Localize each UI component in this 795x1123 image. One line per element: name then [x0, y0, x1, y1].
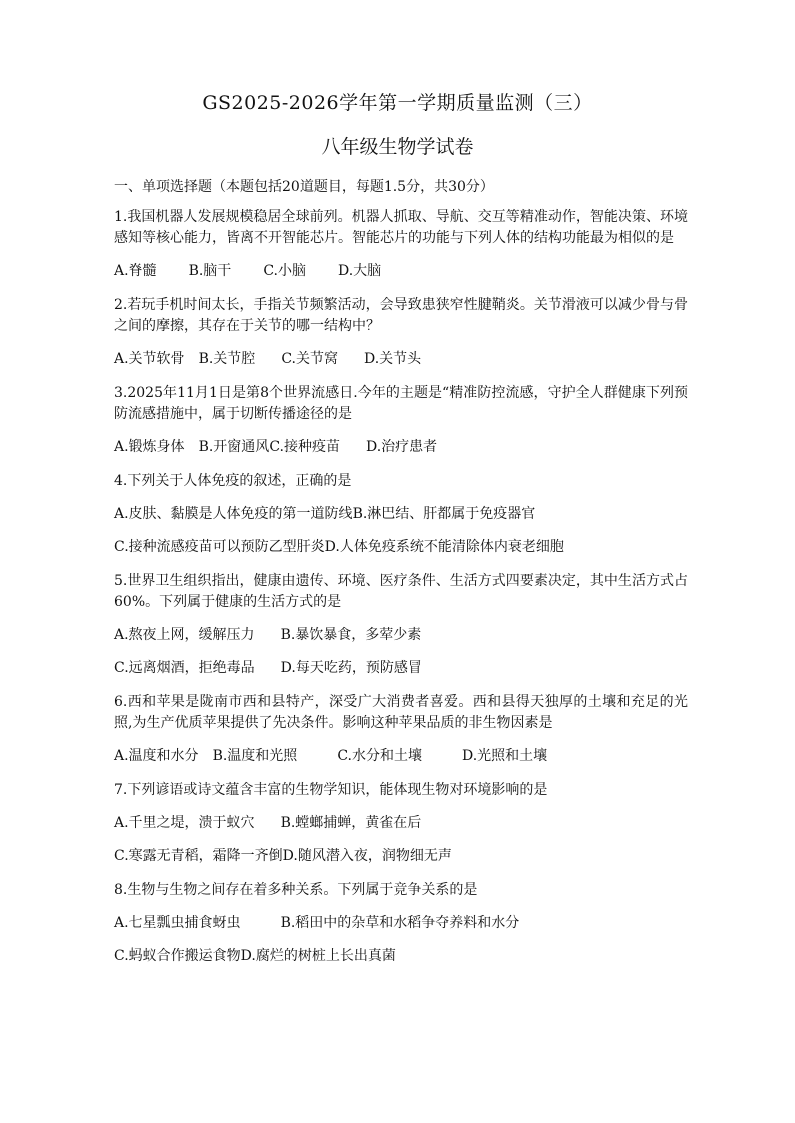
question-stem: 7.下列谚语或诗文蕴含丰富的生物学知识，能体现生物对环境影响的是 — [114, 782, 548, 798]
question-5 — [114, 571, 688, 679]
option-row — [114, 437, 688, 458]
option-c: C.接种疫苗 — [269, 439, 340, 455]
option-d: D.关节头 — [363, 351, 422, 367]
option-row — [114, 504, 688, 525]
option-b: B.螳螂捕蝉，黄雀在后 — [280, 815, 422, 831]
option-d: D.光照和土壤 — [461, 748, 548, 764]
question-1 — [114, 207, 688, 282]
option-d: D.每天吃药，预防感冒 — [280, 660, 422, 676]
question-stem: 1.我国机器人发展规模稳居全球前列。机器人抓取、导航、交互等精准动作，智能决策、环境感知等核心能力，皆离不开智能芯片。智能芯片的功能与下列人体的结构功能最为相似的是 — [114, 209, 688, 246]
option-row — [114, 658, 688, 679]
option-row — [114, 746, 688, 767]
option-a: A.脊髓 — [114, 263, 157, 279]
option-row — [114, 846, 688, 867]
question-stem: 3.2025年11月1日是第8个世界流感日.今年的主题是“精准防控流感，守护全人群健康下列预防流感措施中，属于切断传播途径的是 — [114, 385, 688, 422]
question-6 — [114, 692, 688, 767]
option-c: C.远离烟酒，拒绝毒品 — [114, 660, 255, 676]
exam-subtitle: 八年级生物学试卷 — [321, 136, 474, 158]
question-stem: 4.下列关于人体免疫的叙述，正确的是 — [114, 473, 352, 489]
question-stem: 2.若玩手机时间太长，手指关节频繁活动，会导致患狭窄性腱鞘炎。关节滑液可以减少骨与骨之间的摩擦，其存在于关节的哪一结构中？ — [114, 297, 688, 334]
question-stem: 8.生物与生物之间存在着多种关系。下列属于竞争关系的是 — [114, 882, 478, 898]
option-row — [114, 813, 688, 834]
option-c: C.小脑 — [263, 263, 306, 279]
question-stem: 5.世界卫生组织指出，健康由遗传、环境、医疗条件、生活方式四要素决定，其中生活方式占60%。下列属于健康的生活方式的是 — [114, 573, 688, 610]
option-row — [114, 537, 688, 558]
option-b: B.淋巴结、肝都属于免疫器官 — [352, 506, 536, 522]
question-stem: 6.西和苹果是陇南市西和县特产，深受广大消费者喜爱。西和县得天独厚的土壤和充足的光照,为生产优质苹果提供了先决条件。影响这种苹果品质的非生物因素是 — [114, 694, 688, 731]
option-b: B.温度和光照 — [212, 748, 298, 764]
option-c: C.接种流感疫苗可以预防乙型肝炎 — [114, 539, 325, 555]
option-a: A.熬夜上网，缓解压力 — [114, 627, 255, 643]
option-b: B.关节腔 — [198, 351, 256, 367]
option-d: D.腐烂的树桩上长出真菌 — [240, 948, 396, 964]
question-7 — [114, 780, 688, 867]
option-d: D.人体免疫系统不能清除体内衰老细胞 — [324, 539, 564, 555]
option-a: A.七星瓢虫捕食蚜虫 — [114, 915, 241, 931]
option-b: B.脑干 — [188, 263, 232, 279]
option-d: D.随风潜入夜，润物细无声 — [282, 848, 452, 864]
option-row — [114, 946, 688, 967]
option-a: A.温度和水分 — [114, 748, 199, 764]
option-b: B.开窗通风 — [198, 439, 270, 455]
option-d: D.大脑 — [337, 263, 382, 279]
option-d: D.治疗患者 — [365, 439, 438, 455]
question-3 — [114, 383, 688, 458]
exam-title: GS2025-2026学年第一学期质量监测（三） — [202, 92, 593, 114]
option-b: B.暴饮暴食，多荤少素 — [280, 627, 422, 643]
option-a: A.千里之堤，溃于蚁穴 — [114, 815, 255, 831]
option-a: A.关节软骨 — [114, 351, 185, 367]
option-c: C.水分和土壤 — [337, 748, 422, 764]
question-8 — [114, 880, 688, 967]
question-4 — [114, 471, 688, 558]
section-heading: 一、单项选择题（本题包括20道题目，每题1.5分，共30分） — [114, 179, 494, 195]
option-row — [114, 625, 688, 646]
option-a: A.皮肤、黏膜是人体免疫的第一道防线 — [114, 506, 353, 522]
question-list — [114, 207, 688, 980]
option-row — [114, 349, 688, 370]
option-a: A.锻炼身体 — [114, 439, 185, 455]
option-row — [114, 261, 688, 282]
question-2 — [114, 295, 688, 370]
option-b: B.稻田中的杂草和水稻争夺养料和水分 — [280, 915, 520, 931]
option-row — [114, 913, 688, 934]
option-c: C.寒露无青稻，霜降一齐倒 — [114, 848, 283, 864]
option-c: C.关节窝 — [281, 351, 338, 367]
option-c: C.蚂蚁合作搬运食物 — [114, 948, 241, 964]
